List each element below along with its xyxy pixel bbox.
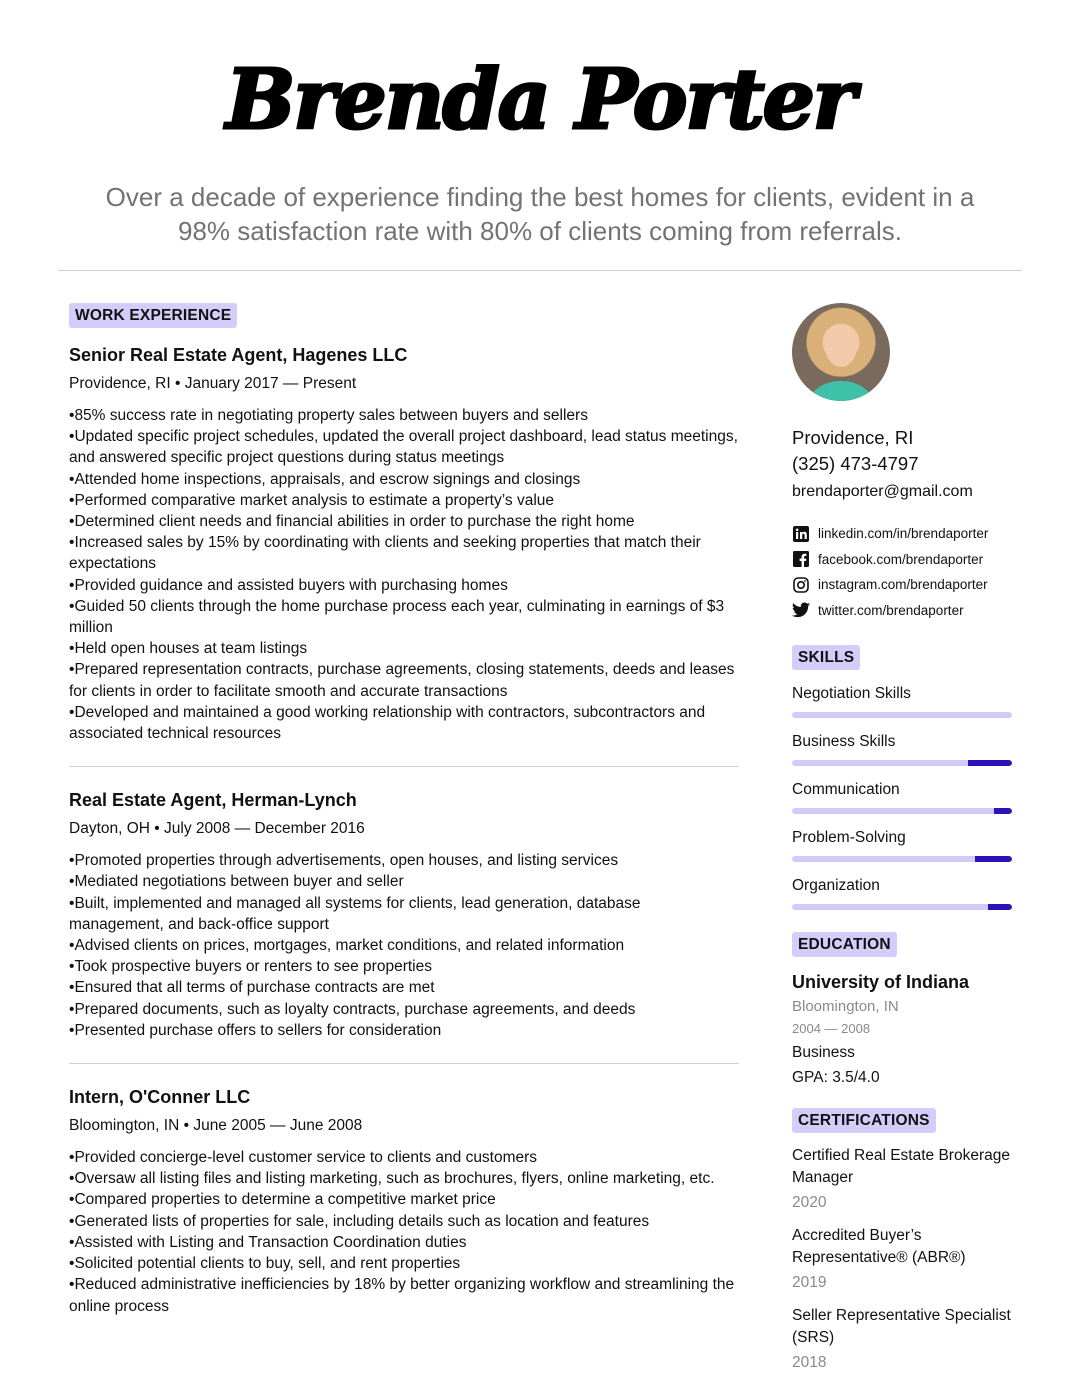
social-link-linkedin[interactable] bbox=[792, 521, 1014, 547]
social-links bbox=[792, 521, 1014, 623]
skill-item bbox=[792, 780, 1014, 814]
job-meta: Dayton, OH • July 2008 — December 2016 bbox=[69, 820, 365, 838]
edu-field: Business bbox=[792, 1044, 855, 1061]
bullet: • Mediated negotiations between buyer and seller bbox=[69, 871, 739, 892]
skill-item bbox=[792, 876, 1014, 910]
bullet: • Compared properties to determine a competitive market price bbox=[69, 1189, 739, 1210]
bullet: • Held open houses at team listings bbox=[69, 638, 739, 659]
instagram-icon bbox=[792, 576, 810, 594]
cert-year: 2020 bbox=[792, 1194, 827, 1211]
bullet: • Prepared representation contracts, purchase agreements, closing statements, deeds and leases for clients in order to facilitate smooth and accurate transactions bbox=[69, 659, 739, 701]
job-title: Intern, O'Conner LLC bbox=[69, 1087, 251, 1108]
twitter-icon bbox=[792, 601, 810, 619]
skill-bar-fill bbox=[968, 760, 1012, 766]
contact-location: Providence, RI bbox=[792, 427, 914, 448]
skill-bar bbox=[792, 712, 1012, 718]
skill-label: Negotiation Skills bbox=[792, 685, 911, 702]
skill-item bbox=[792, 684, 1014, 718]
avatar-shirt bbox=[802, 381, 880, 401]
job-meta: Bloomington, IN • June 2005 — June 2008 bbox=[69, 1117, 363, 1135]
bullet: • Built, implemented and managed all systems for clients, lead generation, database management, and back-office support bbox=[69, 893, 739, 935]
bullet: • Developed and maintained a good working relationship with contractors, subcontractors and associated technical resources bbox=[69, 702, 739, 744]
social-link-twitter[interactable] bbox=[792, 598, 1014, 624]
social-link-text: linkedin.com/in/brendaporter bbox=[818, 526, 989, 542]
skill-label: Problem-Solving bbox=[792, 829, 906, 846]
bullet: • Prepared documents, such as loyalty contracts, purchase agreements, and deeds bbox=[69, 999, 739, 1020]
cert-item bbox=[792, 1225, 1014, 1293]
certifications-section bbox=[792, 1108, 1014, 1373]
skill-bar bbox=[792, 760, 1012, 766]
job-bullets bbox=[69, 850, 739, 1041]
contact-email[interactable]: brendaporter@gmail.com bbox=[792, 483, 973, 500]
candidate-name: Brenda Porter bbox=[226, 52, 854, 148]
skill-bar bbox=[792, 904, 1012, 910]
summary: Over a decade of experience finding the best homes for clients, evident in a 98% satisfaction rate with 80% of clients coming from referrals. bbox=[105, 182, 975, 246]
social-link-text: facebook.com/brendaporter bbox=[818, 551, 984, 567]
skill-label: Business Skills bbox=[792, 733, 896, 750]
main-column bbox=[69, 303, 739, 1317]
job-bullets bbox=[69, 405, 739, 744]
bullet: • Ensured that all terms of purchase contracts are met bbox=[69, 977, 739, 998]
bullet: • Increased sales by 15% by coordinating with clients and seeking properties that match their expectations bbox=[69, 532, 739, 574]
bullet: • Provided guidance and assisted buyers with purchasing homes bbox=[69, 575, 739, 596]
skill-item bbox=[792, 828, 1014, 862]
bullet: • Oversaw all listing files and listing marketing, such as brochures, flyers, online marketing, etc. bbox=[69, 1168, 739, 1189]
section-heading-education: EDUCATION bbox=[792, 932, 897, 957]
edu-school: University of Indiana bbox=[792, 972, 970, 992]
bullet: • Assisted with Listing and Transaction Coordination duties bbox=[69, 1232, 739, 1253]
job-entry bbox=[69, 789, 739, 1041]
bullet: • Solicited potential clients to buy, sell, and rent properties bbox=[69, 1253, 739, 1274]
social-link-text: twitter.com/brendaporter bbox=[818, 602, 964, 618]
sidebar bbox=[792, 303, 1014, 1373]
cert-name: Accredited Buyer’s Representative® (ABR®) bbox=[792, 1227, 966, 1266]
job-entry bbox=[69, 1086, 739, 1317]
bullet: • Attended home inspections, appraisals, and escrow signings and closings bbox=[69, 469, 739, 490]
bullet: • Guided 50 clients through the home purchase process each year, culminating in earnings of $3 million bbox=[69, 596, 739, 638]
section-heading-skills: SKILLS bbox=[792, 645, 860, 670]
cert-name: Certified Real Estate Brokerage Manager bbox=[792, 1147, 1010, 1186]
social-link-facebook[interactable] bbox=[792, 547, 1014, 573]
cert-item bbox=[792, 1305, 1014, 1373]
cert-name: Seller Representative Specialist (SRS) bbox=[792, 1307, 1011, 1346]
social-link-text: instagram.com/brendaporter bbox=[818, 577, 988, 593]
cert-item bbox=[792, 1145, 1014, 1213]
section-heading-work-experience: WORK EXPERIENCE bbox=[69, 303, 237, 328]
skill-item bbox=[792, 732, 1014, 766]
bullet: • 85% success rate in negotiating property sales between buyers and sellers bbox=[69, 405, 739, 426]
bullet: • Performed comparative market analysis to estimate a property’s value bbox=[69, 490, 739, 511]
linkedin-icon bbox=[792, 525, 810, 543]
skill-label: Organization bbox=[792, 877, 880, 894]
social-link-instagram[interactable] bbox=[792, 572, 1014, 598]
skill-bar-fill bbox=[994, 808, 1012, 814]
job-bullets bbox=[69, 1147, 739, 1317]
bullet: • Presented purchase offers to sellers for consideration bbox=[69, 1020, 739, 1041]
avatar-face bbox=[825, 325, 857, 367]
skill-label: Communication bbox=[792, 781, 900, 798]
header-divider bbox=[58, 270, 1022, 271]
job-title: Real Estate Agent, Herman-Lynch bbox=[69, 790, 357, 811]
skill-bar-fill bbox=[988, 904, 1012, 910]
bullet: • Advised clients on prices, mortgages, market conditions, and related information bbox=[69, 935, 739, 956]
edu-years: 2004 — 2008 bbox=[792, 1021, 871, 1036]
bullet: • Reduced administrative inefficiencies by 18% by better organizing workflow and streamlining the online process bbox=[69, 1274, 739, 1316]
job-entry bbox=[69, 344, 739, 744]
skill-bar bbox=[792, 808, 1012, 814]
job-meta: Providence, RI • January 2017 — Present bbox=[69, 375, 357, 392]
skill-bar-fill bbox=[975, 856, 1012, 862]
bullet: • Updated specific project schedules, updated the overall project dashboard, lead status meetings, and answered specific project questions during status meetings bbox=[69, 426, 739, 468]
education-section bbox=[792, 932, 1014, 1088]
skill-bar bbox=[792, 856, 1012, 862]
avatar bbox=[792, 303, 890, 401]
edu-gpa: GPA: 3.5/4.0 bbox=[792, 1069, 880, 1086]
job-title: Senior Real Estate Agent, Hagenes LLC bbox=[69, 345, 408, 365]
edu-location: Bloomington, IN bbox=[792, 998, 899, 1015]
bullet: • Generated lists of properties for sale, including details such as location and features bbox=[69, 1211, 739, 1232]
cert-year: 2019 bbox=[792, 1274, 827, 1291]
facebook-icon bbox=[792, 550, 810, 568]
job-divider bbox=[69, 1063, 739, 1064]
section-heading-certifications: CERTIFICATIONS bbox=[792, 1108, 936, 1133]
bullet: • Took prospective buyers or renters to see properties bbox=[69, 956, 739, 977]
bullet: • Promoted properties through advertisements, open houses, and listing services bbox=[69, 850, 739, 871]
bullet: • Provided concierge-level customer service to clients and customers bbox=[69, 1147, 739, 1168]
bullet: • Determined client needs and financial abilities in order to purchase the right home bbox=[69, 511, 739, 532]
contact-phone[interactable]: (325) 473-4797 bbox=[792, 453, 919, 474]
skills-section bbox=[792, 645, 1014, 910]
cert-year: 2018 bbox=[792, 1354, 827, 1371]
job-divider bbox=[69, 766, 739, 767]
